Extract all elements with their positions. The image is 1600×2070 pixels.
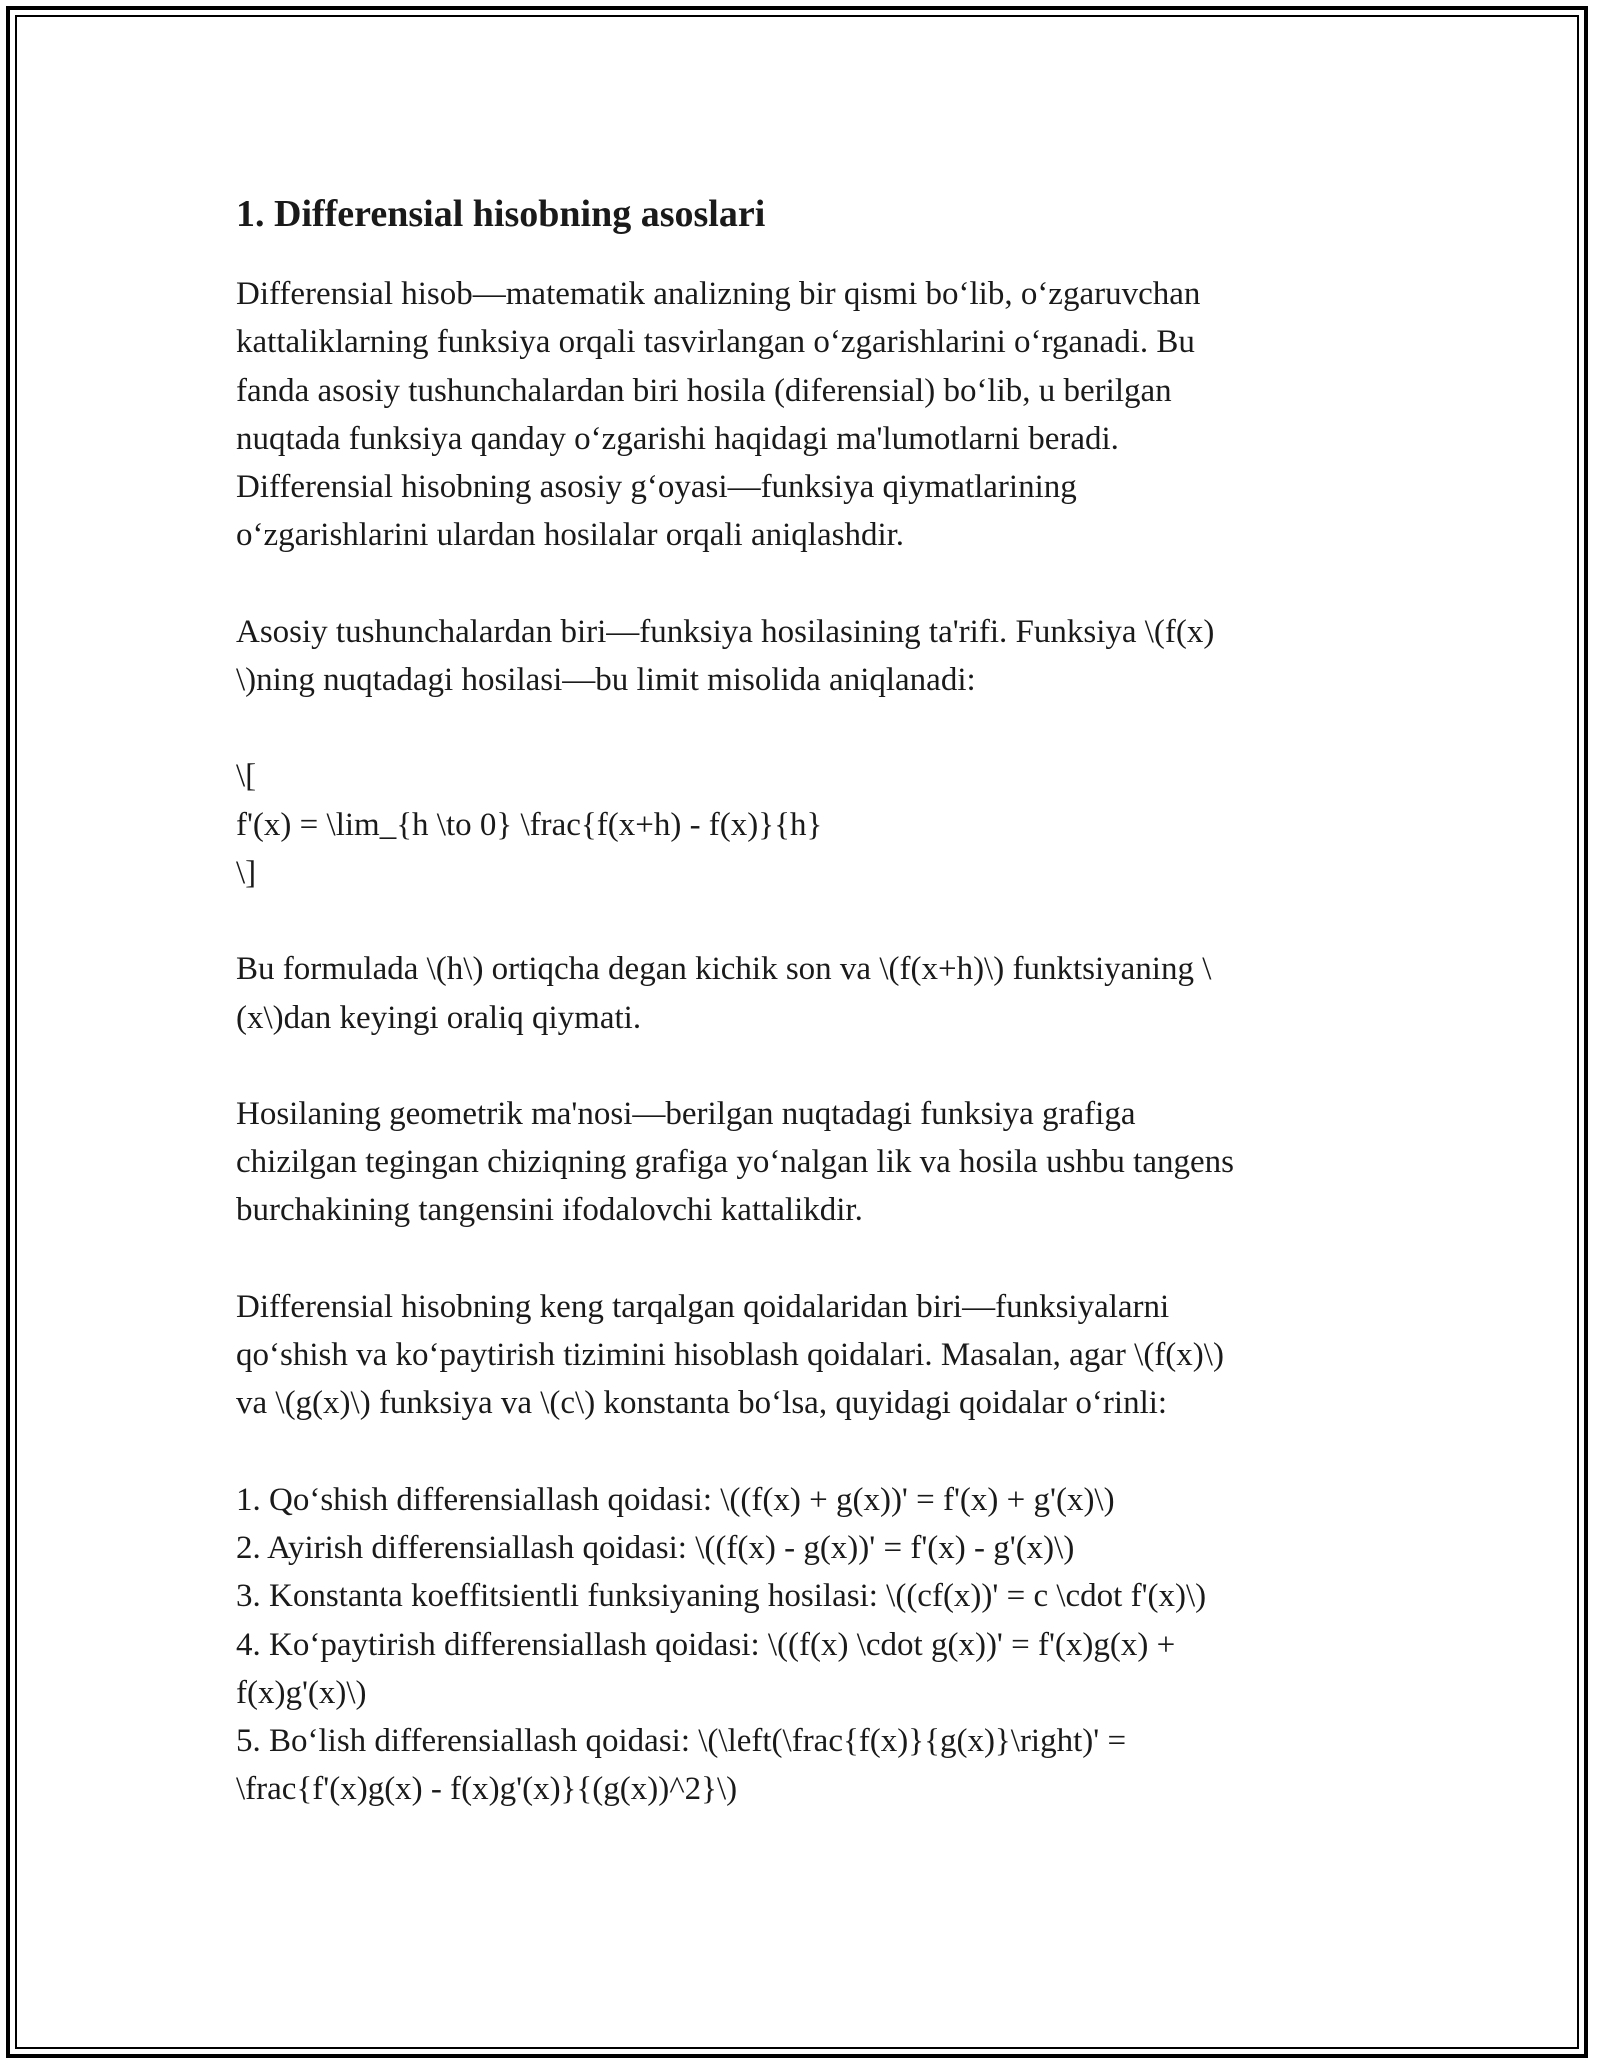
list-item: 3. Konstanta koeffitsientli funksiyaning hosilasi: \((cf(x))' = c \cdot f'(x)\): [236, 1578, 1207, 1615]
text-line: (x\)dan keyingi oraliq qiymati.: [236, 999, 642, 1036]
section-heading: 1. Differensial hisobning asoslari: [236, 193, 766, 235]
list-item: \frac{f'(x)g(x) - f(x)g'(x)}{(g(x))^2}\): [236, 1771, 738, 1808]
rules-list: [236, 1476, 1356, 1814]
list-item: 2. Ayirish differensiallash qoidasi: \((f(x) - g(x))' = f'(x) - g'(x)\): [236, 1529, 1075, 1566]
text-line: kattaliklarning funksiya orqali tasvirlangan o‘zgarishlarini o‘rganadi. Bu: [236, 324, 1195, 361]
list-item: 4. Ko‘paytirish differensiallash qoidasi: \((f(x) \cdot g(x))' = f'(x)g(x) +: [236, 1626, 1176, 1663]
geometric-meaning-paragraph: [236, 1090, 1356, 1235]
list-item: 5. Bo‘lish differensiallash qoidasi: \(\left(\frac{f(x)}{g(x)}\right)' =: [236, 1723, 1127, 1760]
formula-explanation-paragraph: [236, 945, 1356, 1042]
document-body: [236, 186, 1356, 1862]
text-line: Hosilaning geometrik ma'nosi—berilgan nuqtadagi funksiya grafiga: [236, 1095, 1136, 1132]
text-line: o‘zgarishlarini ulardan hosilalar orqali aniqlashdir.: [236, 517, 905, 554]
text-line: burchakining tangensini ifodalovchi kattalikdir.: [236, 1192, 863, 1229]
text-line: chizilgan tegingan chiziqning grafiga yo‘nalgan lik va hosila ushbu tangens: [236, 1144, 1234, 1181]
text-line: va \(g(x)\) funksiya va \(c\) konstanta bo‘lsa, quyidagi qoidalar o‘rinli:: [236, 1385, 1168, 1422]
text-line: Asosiy tushunchalardan biri—funksiya hosilasining ta'rifi. Funksiya \(f(x): [236, 613, 1215, 650]
formula-line: f'(x) = \lim_{h \to 0} \frac{f(x+h) - f(x)}{h}: [236, 806, 823, 843]
formula-line: \]: [236, 854, 257, 891]
list-item: f(x)g'(x)\): [236, 1674, 367, 1711]
text-line: \)ning nuqtadagi hosilasi—bu limit misolida aniqlanadi:: [236, 662, 976, 699]
intro-paragraph: [236, 270, 1356, 560]
formula-line: \[: [236, 758, 257, 795]
list-item: 1. Qo‘shish differensiallash qoidasi: \((f(x) + g(x))' = f'(x) + g'(x)\): [236, 1481, 1115, 1518]
text-line: Differensial hisobning asosiy g‘oyasi—funksiya qiymatlarining: [236, 469, 1077, 506]
text-line: fanda asosiy tushunchalardan biri hosila (diferensial) bo‘lib, u berilgan: [236, 372, 1172, 409]
text-line: qo‘shish va ko‘paytirish tizimini hisoblash qoidalari. Masalan, agar \(f(x)\): [236, 1337, 1224, 1374]
derivative-formula: [236, 752, 1356, 897]
text-line: Differensial hisob—matematik analizning bir qismi bo‘lib, o‘zgaruvchan: [236, 276, 1201, 312]
text-line: Differensial hisobning keng tarqalgan qoidalaridan biri—funksiyalarni: [236, 1288, 1170, 1325]
rules-intro-paragraph: [236, 1283, 1356, 1428]
definition-paragraph: [236, 608, 1356, 705]
text-line: nuqtada funksiya qanday o‘zgarishi haqidagi ma'lumotlarni beradi.: [236, 420, 1119, 457]
text-line: Bu formulada \(h\) ortiqcha degan kichik son va \(f(x+h)\) funktsiyaning \: [236, 951, 1212, 988]
